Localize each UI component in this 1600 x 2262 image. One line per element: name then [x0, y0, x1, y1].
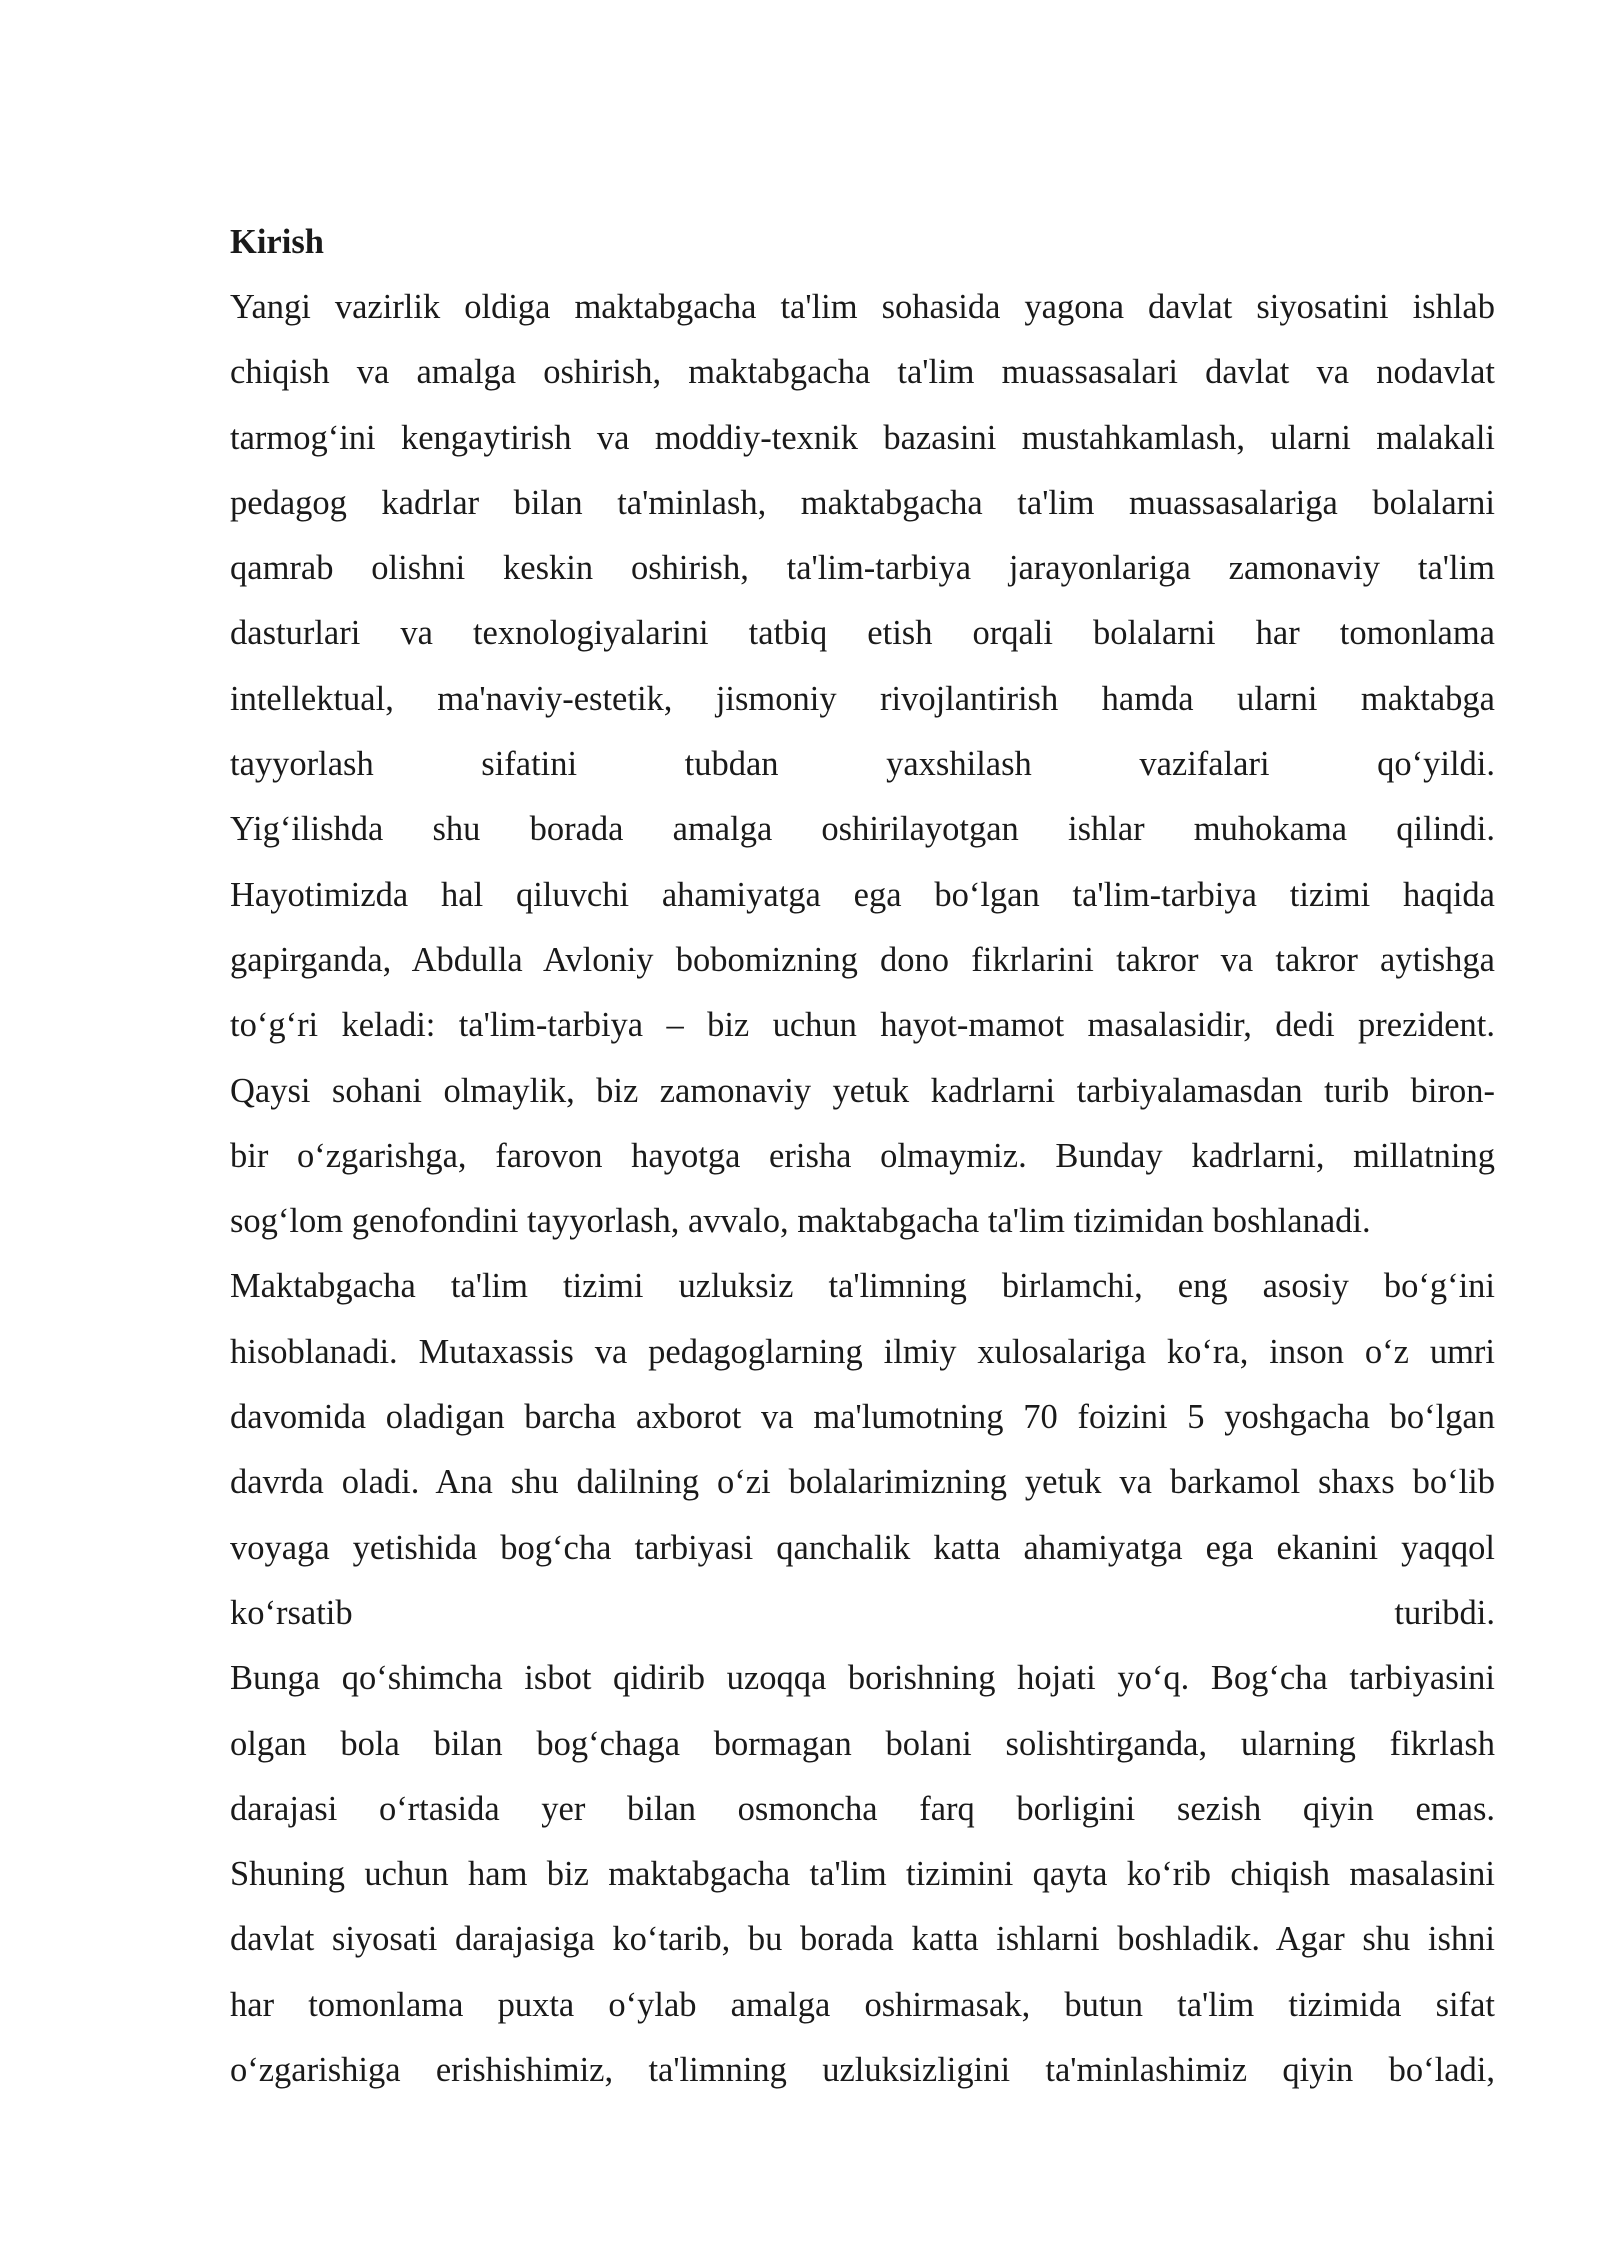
- text-line: chiqish va amalga oshirish, maktabgacha ta'lim muassasalari davlat va nodavlat: [230, 353, 1495, 392]
- section-heading: Kirish: [230, 223, 324, 261]
- text-line: dasturlari va texnologiyalarini tatbiq etish orqali bolalarni har tomonlama: [230, 614, 1495, 653]
- text-line: Yig‘ilishda shu borada amalga oshirilayotgan ishlar muhokama qilindi.: [230, 810, 1495, 849]
- text-line: hisoblanadi. Mutaxassis va pedagoglarning ilmiy xulosalariga ko‘ra, inson o‘z umri: [230, 1332, 1495, 1371]
- text-line: pedagog kadrlar bilan ta'minlash, maktabgacha ta'lim muassasalariga bolalarni: [230, 483, 1495, 522]
- text-line: tayyorlash sifatini tubdan yaxshilash vazifalari qo‘yildi.: [230, 745, 1495, 784]
- text-line: gapirganda, Abdulla Avloniy bobomizning dono fikrlarini takror va takror aytishga: [230, 940, 1495, 979]
- text-line: darajasi o‘rtasida yer bilan osmoncha farq borligini sezish qiyin emas.: [230, 1789, 1495, 1828]
- text-line: voyaga yetishida bog‘cha tarbiyasi qanchalik katta ahamiyatga ega ekanini yaqqol: [230, 1528, 1495, 1567]
- text-line: o‘zgarishiga erishishimiz, ta'limning uzluksizligini ta'minlashimiz qiyin bo‘ladi,: [230, 2051, 1495, 2090]
- text-line: har tomonlama puxta o‘ylab amalga oshirmasak, butun ta'lim tizimida sifat: [230, 1985, 1495, 2024]
- text-line: davomida oladigan barcha axborot va ma'lumotning 70 foizini 5 yoshgacha bo‘lgan: [230, 1398, 1495, 1437]
- text-line: Maktabgacha ta'lim tizimi uzluksiz ta'limning birlamchi, eng asosiy bo‘g‘ini: [230, 1267, 1495, 1306]
- text-line: Qaysi sohani olmaylik, biz zamonaviy yetuk kadrlarni tarbiyalamasdan turib biron-: [230, 1071, 1495, 1110]
- text-line: qamrab olishni keskin oshirish, ta'lim-tarbiya jarayonlariga zamonaviy ta'lim: [230, 549, 1495, 588]
- text-line: Yangi vazirlik oldiga maktabgacha ta'lim sohasida yagona davlat siyosatini ishlab: [230, 288, 1495, 326]
- text-line: bir o‘zgarishga, farovon hayotga erisha olmaymiz. Bunday kadrlarni, millatning: [230, 1136, 1495, 1175]
- document-body: [230, 210, 1495, 2103]
- paragraph-text: [230, 275, 1495, 2103]
- text-line: to‘g‘ri keladi: ta'lim-tarbiya – biz uchun hayot-mamot masalasidir, dedi prezident.: [230, 1006, 1495, 1045]
- text-line: tarmog‘ini kengaytirish va moddiy-texnik bazasini mustahkamlash, ularni malakali: [230, 418, 1495, 457]
- text-line: Shuning uchun ham biz maktabgacha ta'lim tizimini qayta ko‘rib chiqish masalasini: [230, 1855, 1495, 1894]
- text-line: Hayotimizda hal qiluvchi ahamiyatga ega bo‘lgan ta'lim-tarbiya tizimi haqida: [230, 875, 1495, 914]
- text-line: ko‘rsatib turibdi.: [230, 1593, 1495, 1632]
- text-line: Bunga qo‘shimcha isbot qidirib uzoqqa borishning hojati yo‘q. Bog‘cha tarbiyasini: [230, 1659, 1495, 1698]
- text-line: davrda oladi. Ana shu dalilning o‘zi bolalarimizning yetuk va barkamol shaxs bo‘lib: [230, 1463, 1495, 1502]
- text-line: davlat siyosati darajasiga ko‘tarib, bu borada katta ishlarni boshladik. Agar shu ishni: [230, 1920, 1495, 1959]
- text-line: olgan bola bilan bog‘chaga bormagan bolani solishtirganda, ularning fikrlash: [230, 1724, 1495, 1763]
- text-line: intellektual, ma'naviy-estetik, jismoniy rivojlantirish hamda ularni maktabga: [230, 679, 1495, 718]
- text-line: sog‘lom genofondini tayyorlash, avvalo, maktabgacha ta'lim tizimidan boshlanadi.: [230, 1202, 1371, 1241]
